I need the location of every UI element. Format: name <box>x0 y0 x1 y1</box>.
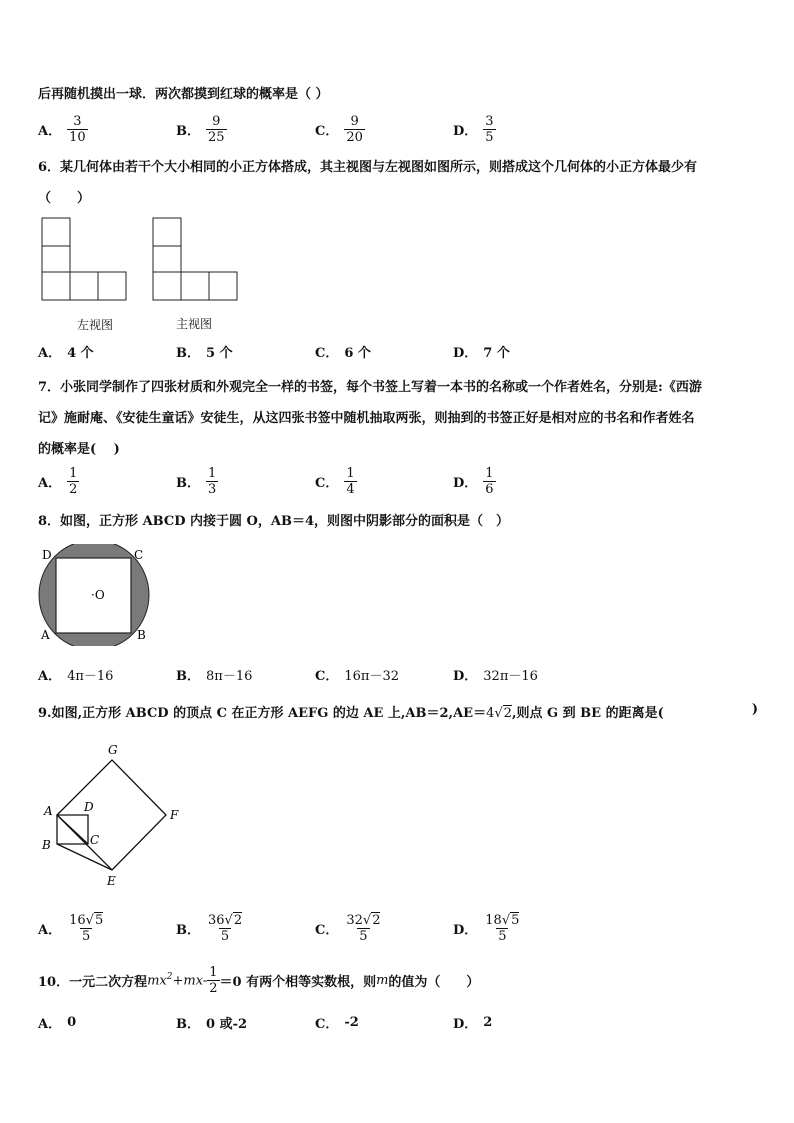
q5-option-d <box>453 109 496 149</box>
numerator: 3 <box>73 113 82 129</box>
q8-option-c <box>315 654 399 694</box>
q6-option-a <box>38 331 94 371</box>
option-label: D． <box>453 345 478 361</box>
option-text: 2 <box>483 1014 493 1030</box>
equation-term <box>147 972 207 988</box>
left-view-figure <box>42 218 126 300</box>
main-view-caption: 主视图 <box>176 317 213 331</box>
coef: 18 <box>485 912 502 928</box>
denominator: 20 <box>346 129 363 145</box>
option-text: 7 个 <box>483 345 510 361</box>
option-fraction <box>483 913 521 944</box>
numerator: 1 <box>209 964 218 980</box>
option-label: C． <box>315 475 339 491</box>
option-text: 32π－16 <box>483 668 538 684</box>
q5-options <box>38 109 758 149</box>
left-view-caption: 左视图 <box>77 318 114 332</box>
numerator: 36√2 <box>208 912 243 928</box>
q7-option-b <box>176 461 218 501</box>
option-label: C． <box>315 922 339 938</box>
option-fraction <box>483 466 495 497</box>
label-f: F <box>170 808 179 822</box>
option-text: 5 个 <box>206 345 233 361</box>
option-fraction <box>483 114 495 145</box>
q6-options <box>38 331 758 371</box>
main-view-figure <box>153 218 237 300</box>
q9-option-c <box>315 908 382 948</box>
option-fraction <box>206 114 227 145</box>
segment-ac <box>57 815 88 844</box>
option-label: D． <box>453 123 478 139</box>
numerator: 3 <box>485 113 494 129</box>
option-label: B． <box>176 1016 200 1032</box>
radicand: 2 <box>372 912 381 928</box>
option-fraction <box>67 913 105 944</box>
q7-stem-line3: 的概率是( ) <box>38 442 120 457</box>
q10-stem-part-a: 10．一元二次方程 <box>38 974 148 990</box>
q8-option-d <box>453 654 538 694</box>
q5-stem: 后再随机摸出一球．两次都摸到红球的概率是（ ） <box>38 87 329 102</box>
q9-option-b <box>176 908 244 948</box>
q7-stem-line2: 记》施耐庵、《安徒生童话》安徒生，从这四张书签中随机抽取两张，则抽到的书签正好是相对应的书名和作者姓名 <box>38 411 695 426</box>
q8-options <box>38 654 758 694</box>
label-g: G <box>108 743 118 757</box>
q10-options <box>38 1002 758 1042</box>
ae-coef: 4 <box>486 706 495 721</box>
q10-stem-part-b: ＝0 有两个相等实数根，则 <box>219 974 377 990</box>
q5-option-a <box>38 109 88 149</box>
option-text: 0 或-2 <box>206 1016 248 1032</box>
numerator: 1 <box>485 465 494 481</box>
numerator: 1 <box>69 465 78 481</box>
option-label: C． <box>315 345 339 361</box>
option-label: C． <box>315 668 339 684</box>
coef: 36 <box>208 912 225 928</box>
q10-option-c <box>315 1002 359 1042</box>
numerator: 9 <box>350 113 359 129</box>
denominator: 4 <box>346 481 355 497</box>
option-text: 4 个 <box>67 345 94 361</box>
label-e: E <box>107 874 116 888</box>
option-fraction <box>67 466 79 497</box>
option-text: -2 <box>344 1014 359 1030</box>
eq-m: mx <box>147 973 167 989</box>
label-d-9: D <box>84 800 94 814</box>
option-text: 8π－16 <box>206 668 253 684</box>
coef: 16 <box>69 912 86 928</box>
numerator: 16√5 <box>69 912 104 928</box>
denominator: 5 <box>220 928 230 944</box>
q8-stem: 8．如图，正方形 ABCD 内接于圆 O，AB＝4，则图中阴影部分的面积是（ ） <box>38 514 510 529</box>
label-b: B <box>137 628 146 642</box>
q5-option-c <box>315 109 365 149</box>
option-fraction <box>206 466 218 497</box>
label-d: D <box>42 548 52 562</box>
option-label: D． <box>453 668 478 684</box>
option-label: B． <box>176 922 200 938</box>
q6-option-b <box>176 331 233 371</box>
q9-figure <box>36 740 186 890</box>
q10-option-b <box>176 1002 247 1042</box>
q10-option-d <box>453 1002 492 1042</box>
option-label: C． <box>315 1016 339 1032</box>
q6-stem-line2: （ ） <box>38 191 91 206</box>
option-text: 4π－16 <box>67 668 114 684</box>
option-label: B． <box>176 668 200 684</box>
denominator: 25 <box>208 129 225 145</box>
ae-value: 4√2 <box>486 706 512 721</box>
ae-radicand: 2 <box>503 706 512 721</box>
q9-option-d <box>453 908 521 948</box>
option-fraction <box>206 913 244 944</box>
q8-option-a <box>38 654 113 694</box>
denominator: 5 <box>359 928 368 944</box>
numerator: 1 <box>346 465 355 481</box>
option-label: A． <box>38 922 62 938</box>
option-label: B． <box>176 475 200 491</box>
label-b-9: B <box>42 838 51 852</box>
q10-stem <box>38 962 479 998</box>
equation-fraction <box>207 965 219 996</box>
radicand: 2 <box>233 912 243 928</box>
numerator: 18√5 <box>485 912 520 928</box>
option-label: D． <box>453 475 478 491</box>
option-label: C． <box>315 123 339 139</box>
numerator: 9 <box>212 113 221 129</box>
q7-option-a <box>38 461 79 501</box>
option-label: A． <box>38 123 62 139</box>
coef: 32 <box>346 912 363 928</box>
label-o: ·O <box>91 588 105 602</box>
denominator: 6 <box>485 481 494 497</box>
denominator: 5 <box>485 129 494 145</box>
option-label: D． <box>453 922 478 938</box>
q7-option-d <box>453 461 496 501</box>
option-label: A． <box>38 475 62 491</box>
q9-stem-part-a: 9.如图,正方形 ABCD 的顶点 C 在正方形 AEFG 的边 AE 上,AB＝2,AE＝ <box>38 706 487 721</box>
option-fraction <box>67 114 88 145</box>
radicand: 5 <box>94 912 104 928</box>
q9-stem-part-b: ,则点 G 到 BE 的距离是( <box>511 706 664 721</box>
denominator: 2 <box>69 481 78 497</box>
eq-sup: 2 <box>166 971 173 982</box>
option-label: D． <box>453 1016 478 1032</box>
q5-option-b <box>176 109 227 149</box>
denominator: 10 <box>69 129 86 145</box>
label-a: A <box>41 628 50 642</box>
q7-options <box>38 461 758 501</box>
option-text: 6 个 <box>344 345 371 361</box>
q7-option-c <box>315 461 357 501</box>
q9-stem <box>38 702 758 721</box>
option-label: A． <box>38 668 62 684</box>
q6-option-d <box>453 331 510 371</box>
option-label: A． <box>38 1016 62 1032</box>
q8-figure <box>36 544 156 646</box>
option-fraction <box>344 114 365 145</box>
label-c: C <box>134 548 144 562</box>
denominator: 2 <box>209 980 218 996</box>
option-text: 16π－32 <box>344 668 399 684</box>
denominator: 5 <box>82 928 91 944</box>
q8-option-b <box>176 654 252 694</box>
label-a-9: A <box>44 804 53 818</box>
option-label: B． <box>176 123 200 139</box>
option-text: 0 <box>67 1014 77 1030</box>
radicand: 5 <box>511 912 520 928</box>
option-label: B． <box>176 345 200 361</box>
q9-options <box>38 908 758 948</box>
option-label: A． <box>38 345 62 361</box>
option-fraction <box>344 913 382 944</box>
label-c-9: C <box>90 833 100 847</box>
denominator: 5 <box>498 928 507 944</box>
option-fraction <box>344 466 356 497</box>
variable-m: m <box>376 972 389 988</box>
segment-be <box>57 844 112 870</box>
q7-stem-line1: 7．小张同学制作了四张材质和外观完全一样的书签，每个书签上写着一本书的名称或一个作者姓名，分别是:《西游 <box>38 380 702 395</box>
eq-mid: +mx- <box>172 973 208 989</box>
q6-figures <box>38 214 248 306</box>
q6-stem-line1: 6．某几何体由若干个大小相同的小正方体搭成，其主视图与左视图如图所示，则搭成这个几何体的小正方体最少有 <box>38 160 698 175</box>
q10-stem-part-c: 的值为（ ） <box>388 974 480 990</box>
q9-option-a <box>38 908 105 948</box>
q6-option-c <box>315 331 371 371</box>
numerator: 1 <box>208 465 217 481</box>
denominator: 3 <box>208 481 217 497</box>
q10-option-a <box>38 1002 76 1042</box>
q9-stem-part-c: ) <box>751 702 758 717</box>
numerator: 32√2 <box>346 912 381 928</box>
